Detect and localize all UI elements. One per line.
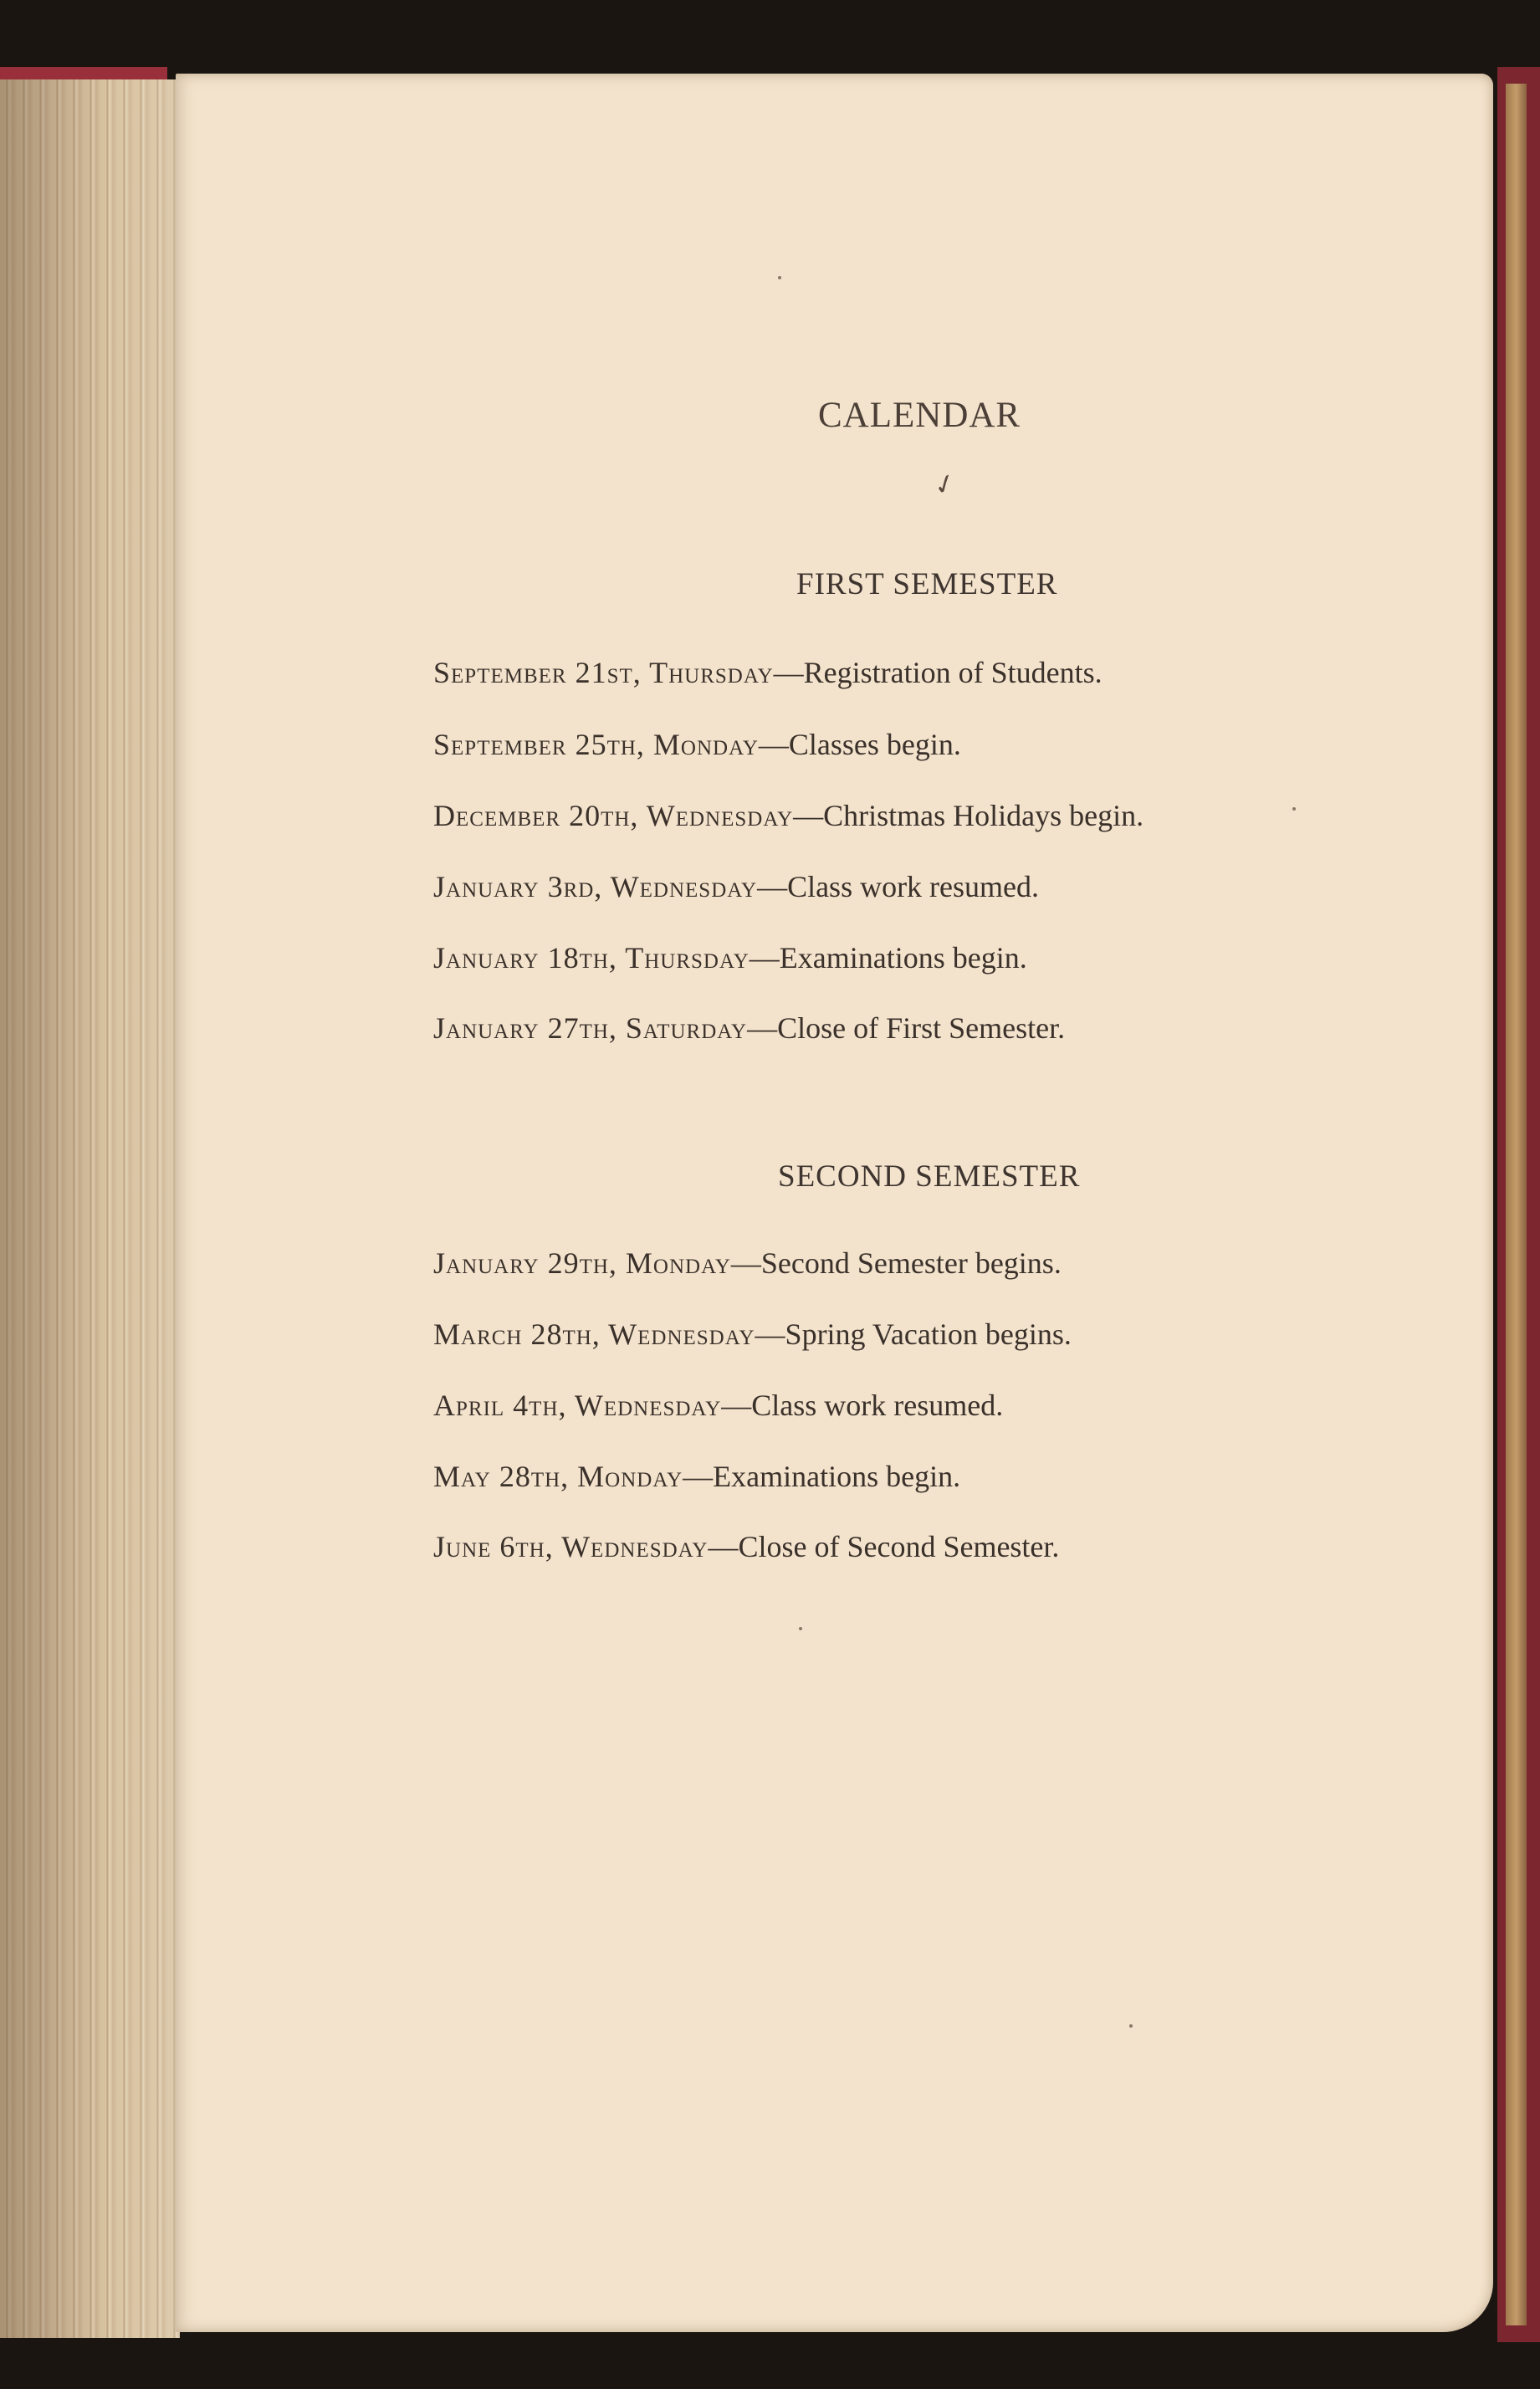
calendar-entry (433, 1388, 1003, 1423)
entry-event: —Class work resumed. (721, 1389, 1004, 1422)
entry-date: May 28th, Monday (433, 1460, 683, 1493)
entry-event: —Class work resumed. (757, 870, 1040, 903)
calendar-entry (433, 1459, 960, 1494)
paper-speck (778, 276, 781, 279)
calendar-entry (433, 940, 1027, 975)
entry-date: April 4th, Wednesday (433, 1389, 722, 1422)
entry-date: September 21st, Thursday (433, 656, 774, 689)
calendar-entry (433, 1317, 1072, 1352)
paper-speck (1129, 2024, 1133, 2028)
calendar-entry (433, 869, 1039, 904)
entry-event: —Second Semester begins. (730, 1246, 1062, 1280)
entry-event: —Close of First Semester. (747, 1011, 1066, 1045)
section-heading-second-semester: SECOND SEMESTER (778, 1159, 1081, 1194)
paper-speck (1292, 807, 1296, 811)
entry-date: March 28th, Wednesday (433, 1317, 755, 1351)
entry-event: —Classes begin. (758, 728, 961, 761)
entry-event: —Christmas Holidays begin. (793, 799, 1144, 832)
entry-event: —Close of Second Semester. (708, 1530, 1060, 1563)
entry-date: December 20th, Wednesday (433, 799, 794, 832)
entry-date: September 25th, Monday (433, 728, 759, 761)
entry-event: —Spring Vacation begins. (755, 1317, 1072, 1351)
entry-date: January 3rd, Wednesday (433, 870, 758, 903)
entry-event: —Registration of Students. (773, 656, 1103, 689)
check-mark-icon: ✓ (929, 466, 961, 503)
calendar-entry (433, 798, 1143, 833)
page-title: CALENDAR (818, 396, 1021, 435)
entry-event: —Examinations begin. (683, 1460, 961, 1493)
calendar-entry (433, 1010, 1065, 1046)
calendar-entry (433, 727, 961, 762)
page-stack-shadow (0, 79, 180, 2338)
section-heading-first-semester: FIRST SEMESTER (796, 567, 1058, 601)
calendar-entry (433, 655, 1103, 690)
calendar-entry (433, 1246, 1062, 1281)
entry-date: January 27th, Saturday (433, 1011, 748, 1045)
entry-date: June 6th, Wednesday (433, 1530, 709, 1563)
entry-date: January 18th, Thursday (433, 941, 750, 975)
entry-event: —Examinations begin. (749, 941, 1027, 975)
calendar-entry (433, 1529, 1059, 1564)
entry-date: January 29th, Monday (433, 1246, 731, 1280)
book-spine-edge (1506, 84, 1527, 2325)
paper-speck (799, 1627, 802, 1630)
